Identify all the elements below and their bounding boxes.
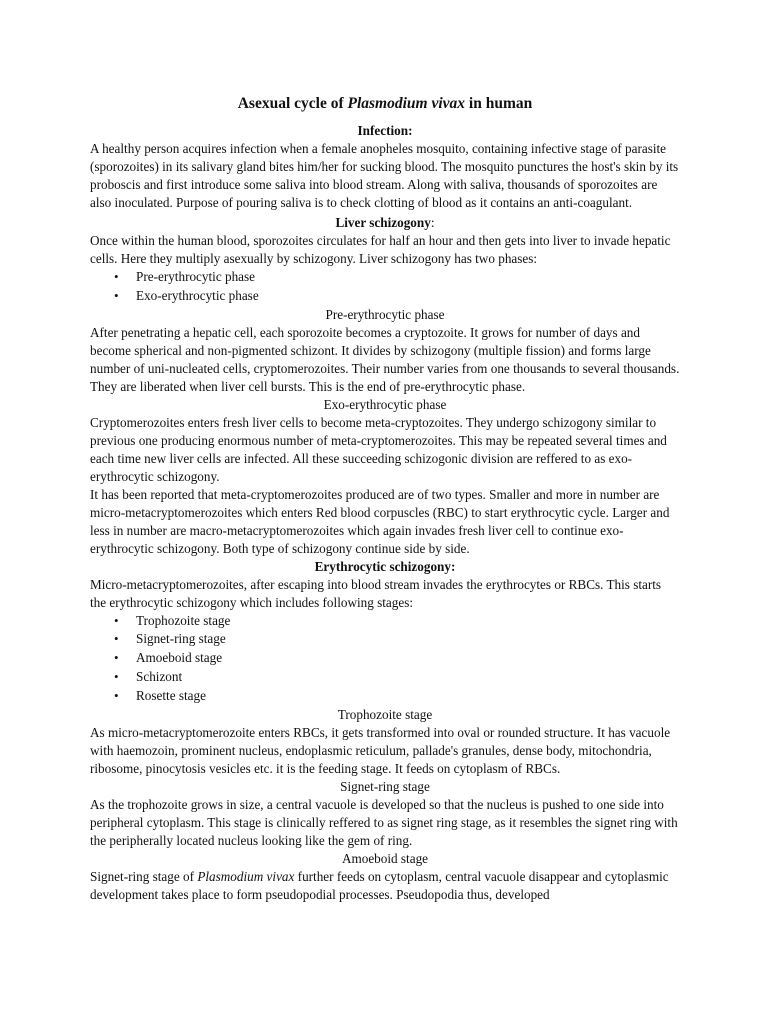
list-item: • Signet-ring stage <box>90 630 680 649</box>
infection-heading: Infection: <box>357 123 413 138</box>
list-item: • Pre-erythrocytic phase <box>90 268 680 287</box>
amoeboid-text-prefix: Signet-ring stage of <box>90 868 198 884</box>
exo-erythrocytic-paragraph-1: Cryptomerozoites enters fresh liver cells to become meta-cryptozoites. They undergo schizogony similar to previous one producing enormous number of meta-cryptomerozoites. This may be repeated several times and each time new liver cells are infected. All these succeeding schizogonic division are reffered to as exo-erythrocytic schizogony. <box>90 414 667 484</box>
document-body <box>90 94 680 904</box>
amoeboid-paragraph <box>90 868 680 904</box>
erythrocytic-paragraph: Micro-metacryptomerozoites, after escaping into blood stream invades the erythrocytes or RBCs. This starts the erythrocytic schizogony which includes following stages: <box>90 576 662 610</box>
signet-ring-paragraph: As the trophozoite grows in size, a central vacuole is developed so that the nucleus is pushed to one side into peripheral cytoplasm. This stage is clinically reffered to as signet ring stage, as it resembles the signet ring with the peripherally located nucleus looking like the gem of ring. <box>90 796 678 848</box>
title-prefix: Asexual cycle of <box>237 95 348 112</box>
title-suffix: in human <box>465 95 533 112</box>
liver-paragraph: Once within the human blood, sporozoites circulates for half an hour and then gets into liver to invade hepatic cells. Here they multiply asexually by schizogony. Liver schizogony has two phases: <box>90 233 671 266</box>
liver-schizogony-heading <box>90 214 680 232</box>
exo-erythrocytic-paragraph-2: It has been reported that meta-cryptomerozoites produced are of two types. Smaller and more in number are micro-metacryptomerozoites which enters Red blood corpuscles (RBC) to start erythrocytic cycle. Larger and less in number are macro-metacryptomerozoites which again invades fresh liver cell to continue exo-erythrocytic schizogony. Both type of schizogony continue side by side. <box>90 486 670 556</box>
trophozoite-heading: Trophozoite stage <box>337 706 433 722</box>
list-item: • Rosette stage <box>90 687 680 706</box>
pre-erythrocytic-paragraph: After penetrating a hepatic cell, each sporozoite becomes a cryptozoite. It grows for number of days and become spherical and non-pigmented schizont. It divides by schizogony (multiple fission) and forms large number of uni-nucleated cells, cryptomerozoites. Their number varies from one thousands to several thousands. They are liberated when liver cell bursts. This is the end of pre-erythrocytic phase. <box>90 324 680 394</box>
liver-heading-colon: : <box>430 215 435 230</box>
document-title <box>90 94 680 114</box>
exo-erythrocytic-heading: Exo-erythrocytic phase <box>323 396 447 412</box>
list-item: • Trophozoite stage <box>90 612 680 631</box>
liver-heading-text: Liver schizogony <box>335 215 431 230</box>
signet-ring-heading: Signet-ring stage <box>340 778 430 794</box>
amoeboid-text-suffix: further feeds on cytoplasm, central vacuole disappear and cytoplasmic development takes place to form pseudopodial processes. Pseudopodia thus, developed <box>90 868 669 902</box>
amoeboid-heading: Amoeboid stage <box>341 850 429 866</box>
infection-paragraph: A healthy person acquires infection when a female anopheles mosquito, containing infective stage of parasite (sporozoites) in its salivary gland bites him/her for sucking blood. The mosquito punctures the host's skin by its proboscis and first introduce some saliva into blood stream. Along with saliva, thousands of sporozoites are also inoculated. Purpose of pouring saliva is to check clotting of blood as it contains an anti-coagulant. <box>90 141 679 210</box>
erythrocytic-heading: Erythrocytic schizogony: <box>314 558 456 574</box>
pre-erythrocytic-heading: Pre-erythrocytic phase <box>325 306 445 322</box>
trophozoite-paragraph: As micro-metacryptomerozoite enters RBCs, it gets transformed into oval or rounded structure. It has vacuole with haemozoin, prominent nucleus, endoplasmic reticulum, pallade's granules, dense body, mitochondria, ribosome, pinocytosis vesicles etc. it is the feeding stage. It feeds on cytoplasm of RBCs. <box>90 724 671 776</box>
list-item: • Schizont <box>90 668 680 687</box>
list-item: • Amoeboid stage <box>90 649 680 668</box>
list-item: • Exo-erythrocytic phase <box>90 287 680 306</box>
title-italic: Plasmodium vivax <box>347 95 466 112</box>
erythrocytic-stages-list <box>90 612 680 706</box>
amoeboid-text-italic: Plasmodium vivax <box>197 868 295 884</box>
liver-phases-list <box>90 268 680 306</box>
